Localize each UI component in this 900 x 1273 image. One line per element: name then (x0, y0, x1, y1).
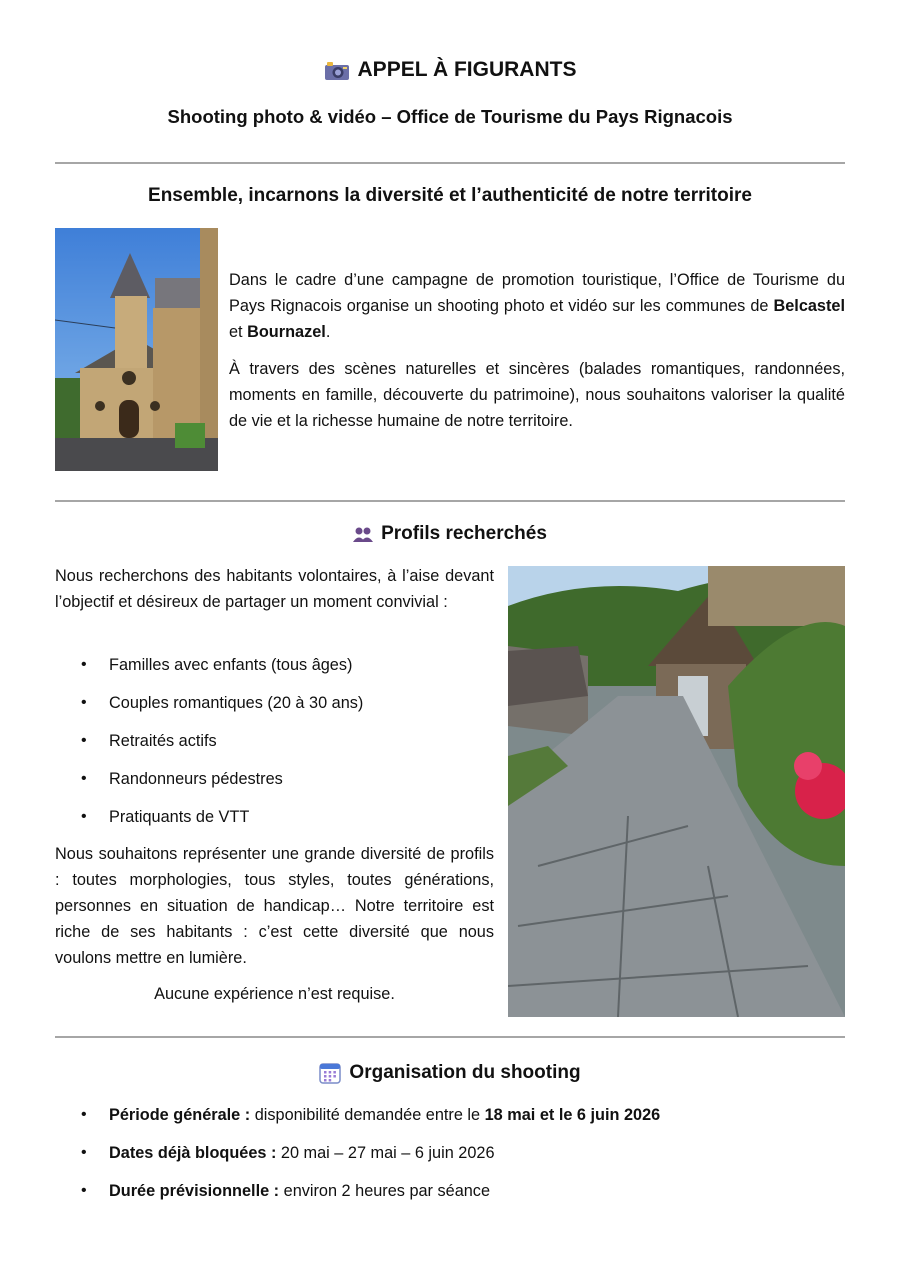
item-label: Dates déjà bloquées : (109, 1144, 277, 1162)
no-experience-note: Aucune expérience n’est requise. (154, 985, 395, 1003)
list-item: • Pratiquants de VTT (55, 804, 494, 842)
item-text: 20 mai – 27 mai – 6 juin 2026 (276, 1144, 495, 1162)
list-item (55, 1178, 845, 1216)
item-text: environ 2 heures par séance (279, 1182, 490, 1200)
item-bold: 18 mai et le 6 juin 2026 (484, 1106, 661, 1124)
organisation-heading-text: Organisation du shooting (349, 1062, 581, 1083)
item-label: Période générale : (109, 1106, 251, 1124)
page-title (0, 58, 900, 82)
divider (55, 500, 845, 502)
profiles-heading-text: Profils recherchés (381, 523, 547, 544)
profiles-intro: Nous recherchons des habitants volontaires, à l’aise devant l’objectif et désireux de partager un moment convivial : (55, 567, 494, 611)
intro-text: Dans le cadre d’une campagne de promotion touristique, l’Office de Tourisme du Pays Rignacois organise un shooting photo et vidéo sur les communes de (229, 271, 845, 315)
intro-paragraph-2: À travers des scènes naturelles et sincères (balades romantiques, randonnées, moments en famille, découverte du patrimoine), nous souhaitons valoriser la qualité de vie et la richesse humaine de notre territoire. (229, 360, 845, 430)
diversity-paragraph: Nous souhaitons représenter une grande diversité de profils : toutes morphologies, tous styles, toutes générations, personnes en situation de handicap… Notre territoire est riche de ses habitants : c’est cette diversité que nous voulons mettre en lumière. (55, 845, 494, 967)
divider (55, 162, 845, 164)
bournazel-name: Bournazel (247, 323, 326, 341)
belcastel-name: Belcastel (773, 297, 845, 315)
list-item: • Retraités actifs (55, 728, 494, 766)
camera-icon (324, 59, 350, 81)
conjunction: et (229, 323, 248, 341)
intro-heading (0, 185, 900, 207)
people-icon (353, 526, 373, 542)
item-label: Durée prévisionnelle : (109, 1182, 280, 1200)
divider (55, 1036, 845, 1038)
organisation-list (55, 1102, 845, 1216)
church-photo (55, 228, 218, 471)
item-text: disponibilité demandée entre le (250, 1106, 485, 1124)
intro-heading-text: Ensemble, incarnons la diversité et l’authenticité de notre territoire (148, 185, 752, 206)
profiles-list (55, 652, 494, 842)
village-path-photo (508, 566, 845, 1017)
list-item (55, 1140, 845, 1178)
organisation-heading (0, 1062, 900, 1084)
profiles-heading (0, 523, 900, 545)
list-item: • Randonneurs pédestres (55, 766, 494, 804)
intro-paragraph-1 (229, 267, 845, 345)
list-item: • Familles avec enfants (tous âges) (55, 652, 494, 690)
list-item (55, 1102, 845, 1140)
calendar-icon (319, 1062, 341, 1084)
period: . (325, 323, 331, 341)
title-text: APPEL À FIGURANTS (357, 58, 577, 81)
list-item: • Couples romantiques (20 à 30 ans) (55, 690, 494, 728)
page-subtitle: Shooting photo & vidéo – Office de Tourisme du Pays Rignacois (167, 106, 733, 127)
